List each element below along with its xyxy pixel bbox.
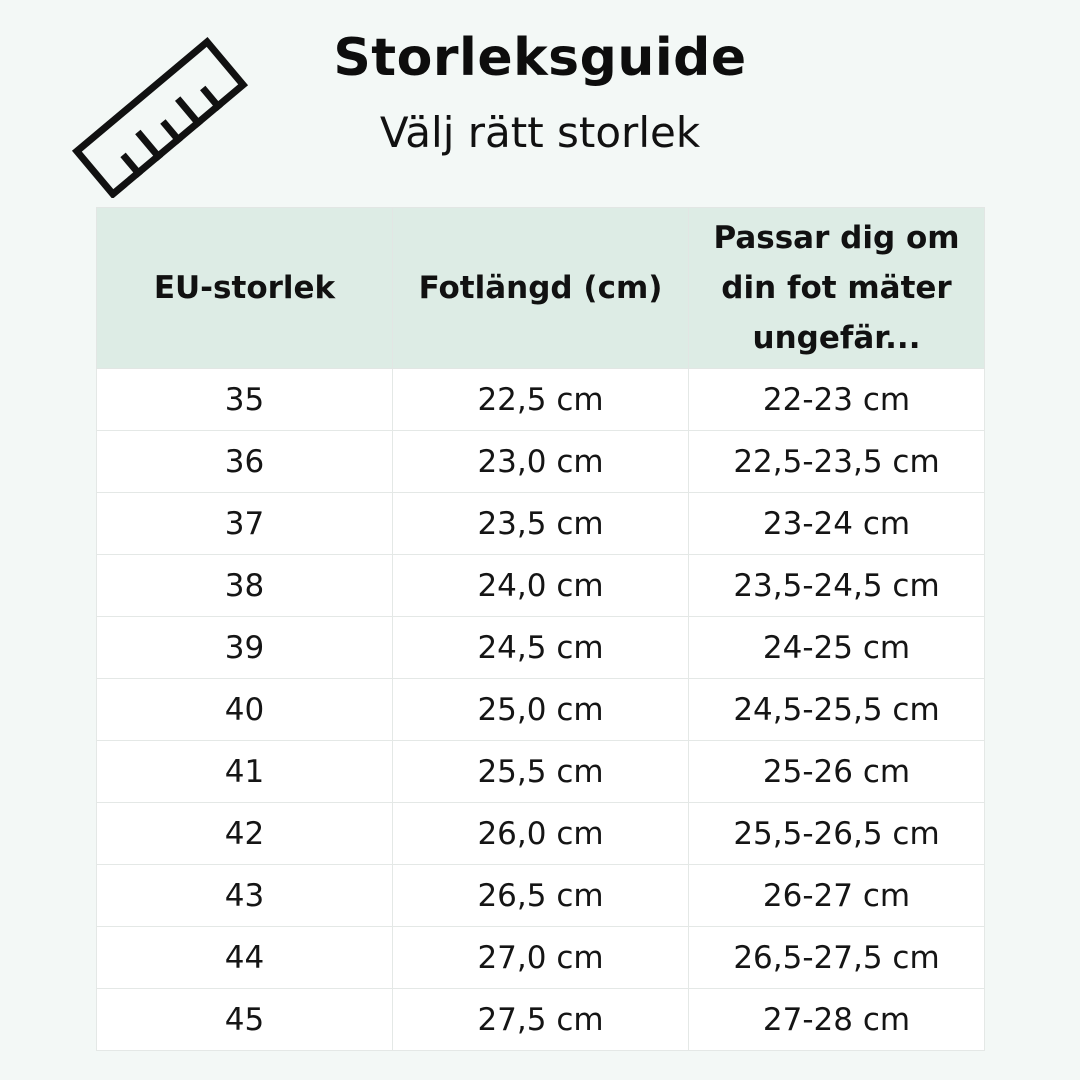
foot-length-cell: 27,5 cm bbox=[393, 989, 689, 1051]
table-row bbox=[97, 741, 985, 803]
foot-length-cell: 25,5 cm bbox=[393, 741, 689, 803]
table-row bbox=[97, 617, 985, 679]
foot-length-cell: 23,0 cm bbox=[393, 431, 689, 493]
foot-length-cell: 24,0 cm bbox=[393, 555, 689, 617]
foot-length-cell: 27,0 cm bbox=[393, 927, 689, 989]
foot-length-cell: 23,5 cm bbox=[393, 493, 689, 555]
foot-length-cell: 24,5 cm bbox=[393, 617, 689, 679]
foot-length-cell: 26,0 cm bbox=[393, 803, 689, 865]
table-row bbox=[97, 431, 985, 493]
eu-size-cell: 43 bbox=[97, 865, 393, 927]
fits-range-cell: 23-24 cm bbox=[689, 493, 985, 555]
fits-range-cell: 23,5-24,5 cm bbox=[689, 555, 985, 617]
foot-length-cell: 25,0 cm bbox=[393, 679, 689, 741]
size-table bbox=[96, 207, 985, 1051]
table-row bbox=[97, 555, 985, 617]
page-subtitle: Välj rätt storlek bbox=[379, 108, 701, 157]
eu-size-cell: 38 bbox=[97, 555, 393, 617]
eu-size-cell: 40 bbox=[97, 679, 393, 741]
column-header-fits-range: Passar dig om din fot mäter ungefär... bbox=[689, 208, 985, 369]
ruler-tick bbox=[125, 158, 138, 173]
page-title: Storleksguide bbox=[333, 28, 747, 88]
eu-size-cell: 37 bbox=[97, 493, 393, 555]
eu-size-cell: 41 bbox=[97, 741, 393, 803]
table-row bbox=[97, 369, 985, 431]
table-row bbox=[97, 803, 985, 865]
eu-size-cell: 42 bbox=[97, 803, 393, 865]
table-header-row bbox=[97, 208, 985, 369]
fits-range-cell: 24,5-25,5 cm bbox=[689, 679, 985, 741]
column-header-eu-size: EU-storlek bbox=[97, 208, 393, 369]
eu-size-cell: 39 bbox=[97, 617, 393, 679]
fits-range-cell: 24-25 cm bbox=[689, 617, 985, 679]
table-row bbox=[97, 989, 985, 1051]
fits-range-cell: 25,5-26,5 cm bbox=[689, 803, 985, 865]
table-row bbox=[97, 493, 985, 555]
eu-size-cell: 35 bbox=[97, 369, 393, 431]
column-header-foot-length: Fotlängd (cm) bbox=[393, 208, 689, 369]
eu-size-cell: 36 bbox=[97, 431, 393, 493]
fits-range-cell: 25-26 cm bbox=[689, 741, 985, 803]
table-row bbox=[97, 679, 985, 741]
fits-range-cell: 22,5-23,5 cm bbox=[689, 431, 985, 493]
foot-length-cell: 26,5 cm bbox=[393, 865, 689, 927]
fits-range-cell: 26-27 cm bbox=[689, 865, 985, 927]
fits-range-cell: 27-28 cm bbox=[689, 989, 985, 1051]
foot-length-cell: 22,5 cm bbox=[393, 369, 689, 431]
ruler-tick bbox=[205, 91, 218, 106]
eu-size-cell: 44 bbox=[97, 927, 393, 989]
eu-size-cell: 45 bbox=[97, 989, 393, 1051]
fits-range-cell: 22-23 cm bbox=[689, 369, 985, 431]
table-row bbox=[97, 927, 985, 989]
table-row bbox=[97, 865, 985, 927]
fits-range-cell: 26,5-27,5 cm bbox=[689, 927, 985, 989]
